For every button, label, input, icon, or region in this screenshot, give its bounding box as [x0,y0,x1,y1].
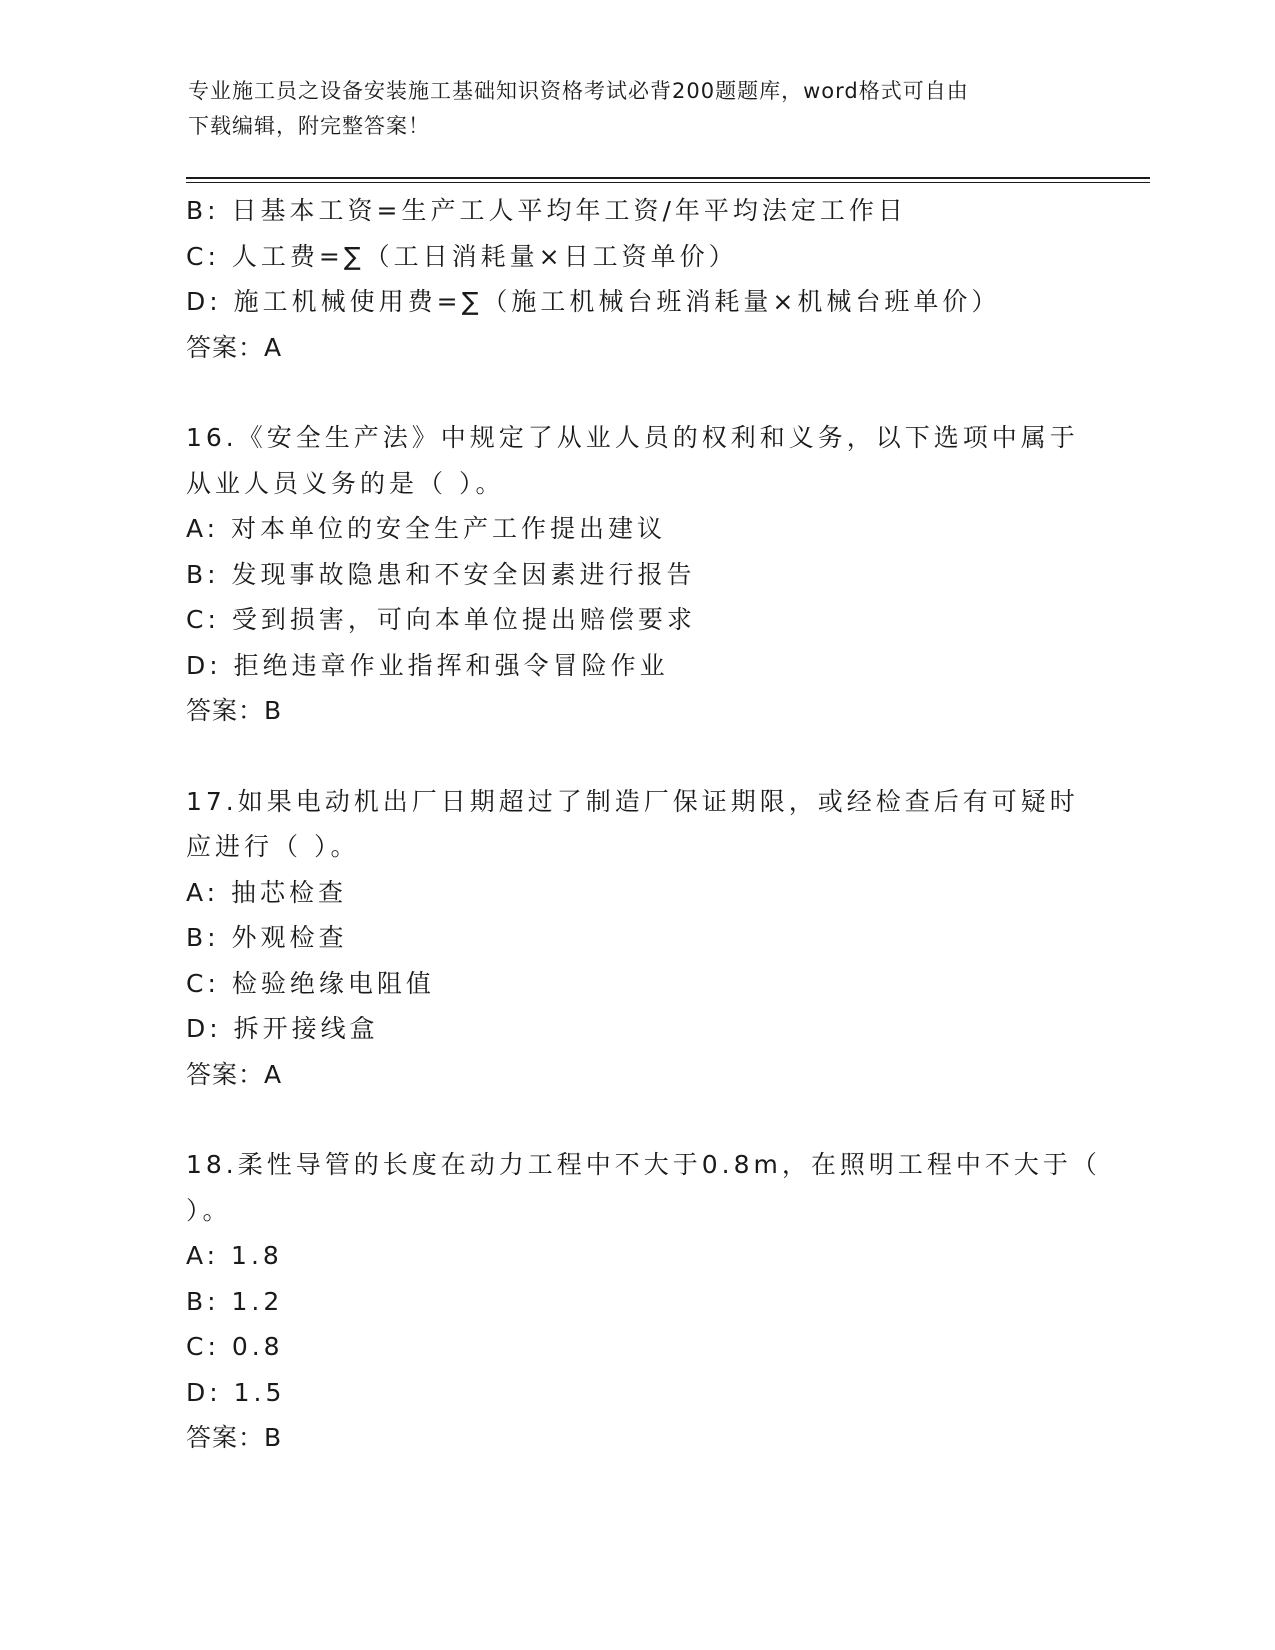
option-b: B: 日基本工资=生产工人平均年工资/年平均法定工作日 [186,196,907,225]
option-d: D: 拆开接线盒 [186,1014,379,1043]
option-a: A: 对本单位的安全生产工作提出建议 [186,514,667,543]
answer-line: 答案：B [186,1423,283,1452]
spacer [186,1097,1086,1142]
answer-line: 答案：A [186,332,283,362]
question-17-block [186,779,1086,1098]
header-divider-thick [186,177,1150,179]
header-title-line-1: 专业施工员之设备安装施工基础知识资格考试必背200题题库，word格式可自由 [188,79,969,103]
question-16-block [186,415,1086,734]
option-d: D: 1.5 [186,1377,286,1407]
option-d: D: 拒绝违章作业指挥和强令冒险作业 [186,650,669,680]
question-text: 18.柔性导管的长度在动力工程中不大于0.8m，在照明工程中不大于（ [186,1150,1101,1179]
option-c: C: 人工费=∑（工日消耗量×日工资单价） [186,241,738,271]
option-d: D: 施工机械使用费=∑（施工机械台班消耗量×机械台班单价） [186,287,1001,316]
question-text-continued: 应进行（ ）。 [186,832,360,861]
option-c: C: 检验绝缘电阻值 [186,968,435,998]
question-text: 16.《安全生产法》中规定了从业人员的权利和义务，以下选项中属于 [186,423,1079,452]
option-b: B: 发现事故隐患和不安全因素进行报告 [186,559,696,589]
option-a: A: 1.8 [186,1241,283,1270]
answer-line: 答案：A [186,1059,283,1089]
answer-line: 答案：B [186,696,283,725]
option-c: C: 受到损害，可向本单位提出赔偿要求 [186,605,696,634]
option-b: B: 1.2 [186,1286,284,1316]
question-18-block [186,1142,1101,1461]
page-header [188,74,1088,144]
spacer [186,370,1086,415]
question-15-block [186,188,1086,370]
question-text: 17.如果电动机出厂日期超过了制造厂保证期限，或经检查后有可疑时 [186,786,1079,816]
option-c: C: 0.8 [186,1332,284,1361]
question-text-continued: ）。 [186,1195,232,1225]
header-divider-thin [186,182,1150,183]
option-b: B: 外观检查 [186,923,348,952]
header-title-line-2: 下载编辑，附完整答案！ [188,114,430,138]
spacer [186,734,1086,779]
question-text-continued: 从业人员义务的是（ ）。 [186,468,505,498]
question-list [186,188,1101,1461]
option-a: A: 抽芯检查 [186,877,348,907]
